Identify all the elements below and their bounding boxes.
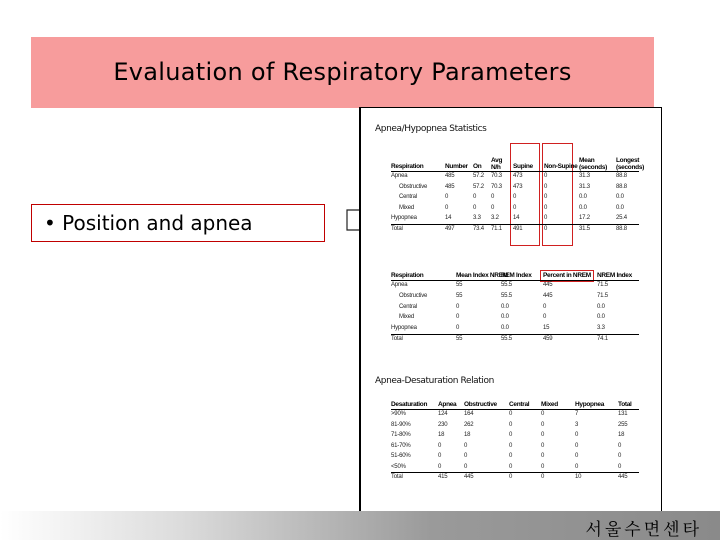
t1-header-7: Longest (seconds) xyxy=(616,157,645,171)
t3-cell: 3 xyxy=(575,421,579,428)
t3-header-6: Total xyxy=(618,401,632,408)
t1-cell: 0 xyxy=(544,173,548,179)
section-title-statistics: Apnea/Hypopnea Statistics xyxy=(375,124,487,134)
t1-cell: 70.3 xyxy=(491,173,502,179)
t1-cell: 0 xyxy=(491,204,495,211)
t3-cell: 18 xyxy=(464,432,471,438)
t3-header-3: Central xyxy=(509,401,530,408)
t3-cell: 0 xyxy=(509,442,513,449)
t1-cell: Hypopnea xyxy=(391,215,417,221)
t3-cell: 230 xyxy=(438,421,448,428)
t1-cell: Central xyxy=(399,194,417,200)
t3-cell: 445 xyxy=(464,474,474,480)
t3-cell: 0 xyxy=(438,442,442,449)
t2-cell: 3.3 xyxy=(597,325,605,332)
t1-cell: 0 xyxy=(491,194,495,200)
t2-cell: Hypopnea xyxy=(391,325,417,332)
t3-cell: 51-60% xyxy=(391,453,411,459)
t1-cell: 0 xyxy=(473,194,477,200)
t2-cell: Obstructive xyxy=(399,292,428,299)
t3-cell: 0 xyxy=(509,453,513,459)
t1-cell: 0 xyxy=(544,225,548,232)
t1-cell: 0.0 xyxy=(616,204,624,211)
section-title-desaturation: Apnea-Desaturation Relation xyxy=(375,376,494,386)
t1-cell: 485 xyxy=(445,183,455,190)
t2-cell: 459 xyxy=(543,336,553,342)
t1-cell: 88.8 xyxy=(616,183,627,190)
t3-cell: 0 xyxy=(541,453,545,459)
t3-header-rule xyxy=(391,409,639,410)
t3-cell: 0 xyxy=(509,432,513,438)
t2-cell: 0.0 xyxy=(501,325,509,332)
t1-cell: 0 xyxy=(445,194,449,200)
t3-cell: 0 xyxy=(541,442,545,449)
t3-header-5: Hypopnea xyxy=(575,401,605,408)
t3-cell: 0 xyxy=(509,474,513,480)
t1-cell: 31.5 xyxy=(579,225,590,232)
t3-cell: 10 xyxy=(575,474,582,480)
t3-cell: 0 xyxy=(575,432,579,438)
t3-cell: 0 xyxy=(509,411,513,417)
t1-cell: Mixed xyxy=(399,204,415,211)
t3-cell: 18 xyxy=(618,432,625,438)
t2-cell: 55.5 xyxy=(501,336,512,342)
t3-cell: 0 xyxy=(438,463,442,470)
t1-cell: 491 xyxy=(513,225,523,232)
t3-cell: 7 xyxy=(575,411,579,417)
t3-cell: 0 xyxy=(464,453,468,459)
t1-cell: 0 xyxy=(544,183,548,190)
t2-total-rule xyxy=(391,334,639,335)
t2-header-3: Percent in NREM xyxy=(543,272,591,279)
t2-header-2: REM Index xyxy=(501,272,532,279)
t1-header-4: Supine xyxy=(513,163,533,170)
t2-cell: 55.5 xyxy=(501,282,512,288)
t3-cell: 0 xyxy=(575,442,579,449)
t3-cell: 0 xyxy=(541,463,545,470)
t2-cell: 0.0 xyxy=(501,314,509,321)
t2-cell: 71.5 xyxy=(597,282,608,288)
t1-cell: 88.8 xyxy=(616,173,627,179)
t1-cell: 0 xyxy=(513,204,517,211)
t3-cell: 164 xyxy=(464,411,474,417)
t1-header-2: On xyxy=(473,163,482,170)
t3-cell: 0 xyxy=(618,463,622,470)
t1-cell: 3.2 xyxy=(491,215,499,221)
t1-cell: 31.3 xyxy=(579,183,590,190)
footer-logo-text: 서울수면센타 xyxy=(585,520,702,540)
t2-cell: Total xyxy=(391,336,403,342)
t2-cell: 55 xyxy=(456,292,463,299)
t1-cell: 485 xyxy=(445,173,455,179)
t3-cell: 0 xyxy=(438,453,442,459)
t1-total-rule xyxy=(391,224,639,225)
t1-cell: 14 xyxy=(445,215,452,221)
t1-cell: 88.8 xyxy=(616,225,627,232)
slide-title: Evaluation of Respiratory Parameters xyxy=(113,58,572,86)
t1-cell: 0.0 xyxy=(616,194,624,200)
t2-header-rule xyxy=(391,280,639,281)
t1-cell: 71.1 xyxy=(491,225,502,232)
t2-cell: 0 xyxy=(543,314,547,321)
t1-cell: Obstructive xyxy=(399,183,428,190)
t3-cell: 61-70% xyxy=(391,442,411,449)
t1-cell: 17.2 xyxy=(579,215,590,221)
t2-cell: 55 xyxy=(456,336,463,342)
t1-header-0: Respiration xyxy=(391,163,424,170)
t2-cell: 0.0 xyxy=(597,314,605,321)
t2-header-4: NREM Index xyxy=(597,272,632,279)
t1-cell: 0 xyxy=(544,215,548,221)
t3-header-0: Desaturation xyxy=(391,401,428,408)
t3-cell: Total xyxy=(391,474,403,480)
t3-cell: 445 xyxy=(618,474,628,480)
t3-cell: 255 xyxy=(618,421,628,428)
t1-cell: 0 xyxy=(513,194,517,200)
t2-cell: Mixed xyxy=(399,314,415,321)
t1-cell: 473 xyxy=(513,173,523,179)
t1-cell: 31.3 xyxy=(579,173,590,179)
bullet-box xyxy=(31,204,325,242)
t1-cell: 0 xyxy=(445,204,449,211)
t3-cell: 0 xyxy=(509,421,513,428)
t1-cell: 25.4 xyxy=(616,215,627,221)
t2-cell: 15 xyxy=(543,325,550,332)
t1-cell: 0 xyxy=(544,204,548,211)
t3-cell: 81-90% xyxy=(391,421,411,428)
t3-header-1: Apnea xyxy=(438,401,457,408)
t3-header-2: Obstructive xyxy=(464,401,497,408)
t1-cell: Apnea xyxy=(391,173,408,179)
t1-cell: 473 xyxy=(513,183,523,190)
t3-cell: 0 xyxy=(575,453,579,459)
t2-cell: 0 xyxy=(543,303,547,310)
t3-cell: 0 xyxy=(618,453,622,459)
t1-header-5: Non-Supine xyxy=(544,163,578,170)
t1-header-1: Number xyxy=(445,163,468,170)
t3-cell: <50% xyxy=(391,463,406,470)
t3-cell: 124 xyxy=(438,411,448,417)
t2-cell: 55 xyxy=(456,282,463,288)
t2-cell: 0 xyxy=(456,325,460,332)
t1-cell: Total xyxy=(391,225,403,232)
t3-cell: 0 xyxy=(464,463,468,470)
t1-cell: 497 xyxy=(445,225,455,232)
t3-cell: >90% xyxy=(391,411,406,417)
t1-header-3: Avg N/h xyxy=(491,157,503,171)
t1-cell: 0 xyxy=(473,204,477,211)
t3-cell: 0 xyxy=(575,463,579,470)
t2-cell: 0.0 xyxy=(501,303,509,310)
t3-cell: 0 xyxy=(541,432,545,438)
t1-cell: 0 xyxy=(544,194,548,200)
t1-cell: 3.3 xyxy=(473,215,481,221)
t2-cell: 445 xyxy=(543,282,553,288)
t3-cell: 71-80% xyxy=(391,432,411,438)
t2-cell: 0.0 xyxy=(597,303,605,310)
t1-cell: 0.0 xyxy=(579,194,587,200)
t1-cell: 73.4 xyxy=(473,225,484,232)
t2-header-0: Respiration xyxy=(391,272,424,279)
t3-cell: 0 xyxy=(464,442,468,449)
t2-cell: 0 xyxy=(456,314,460,321)
t3-cell: 0 xyxy=(541,421,545,428)
t3-cell: 131 xyxy=(618,411,628,417)
t1-cell: 0.0 xyxy=(579,204,587,211)
t1-cell: 14 xyxy=(513,215,520,221)
t1-cell: 57.2 xyxy=(473,183,484,190)
t3-cell: 415 xyxy=(438,474,448,480)
t2-cell: Central xyxy=(399,303,417,310)
t3-cell: 0 xyxy=(541,411,545,417)
t2-cell: 74.1 xyxy=(597,336,608,342)
t3-header-4: Mixed xyxy=(541,401,558,408)
t3-cell: 0 xyxy=(541,474,545,480)
t1-cell: 70.3 xyxy=(491,183,502,190)
t2-cell: 55.5 xyxy=(501,292,512,299)
t2-cell: 71.5 xyxy=(597,292,608,299)
t1-header-rule xyxy=(391,171,639,172)
t2-cell: 445 xyxy=(543,292,553,299)
bullet-text: • Position and apnea xyxy=(44,211,253,235)
t2-header-1: Mean Index NREM xyxy=(456,272,508,279)
t2-cell: Apnea xyxy=(391,282,408,288)
t3-cell: 0 xyxy=(618,442,622,449)
t3-cell: 262 xyxy=(464,421,474,428)
report-document xyxy=(361,107,662,512)
t1-header-6: Mean (seconds) xyxy=(579,157,608,171)
t3-cell: 0 xyxy=(509,463,513,470)
t1-cell: 57.2 xyxy=(473,173,484,179)
t2-cell: 0 xyxy=(456,303,460,310)
t3-total-rule xyxy=(391,472,639,473)
t3-cell: 18 xyxy=(438,432,445,438)
